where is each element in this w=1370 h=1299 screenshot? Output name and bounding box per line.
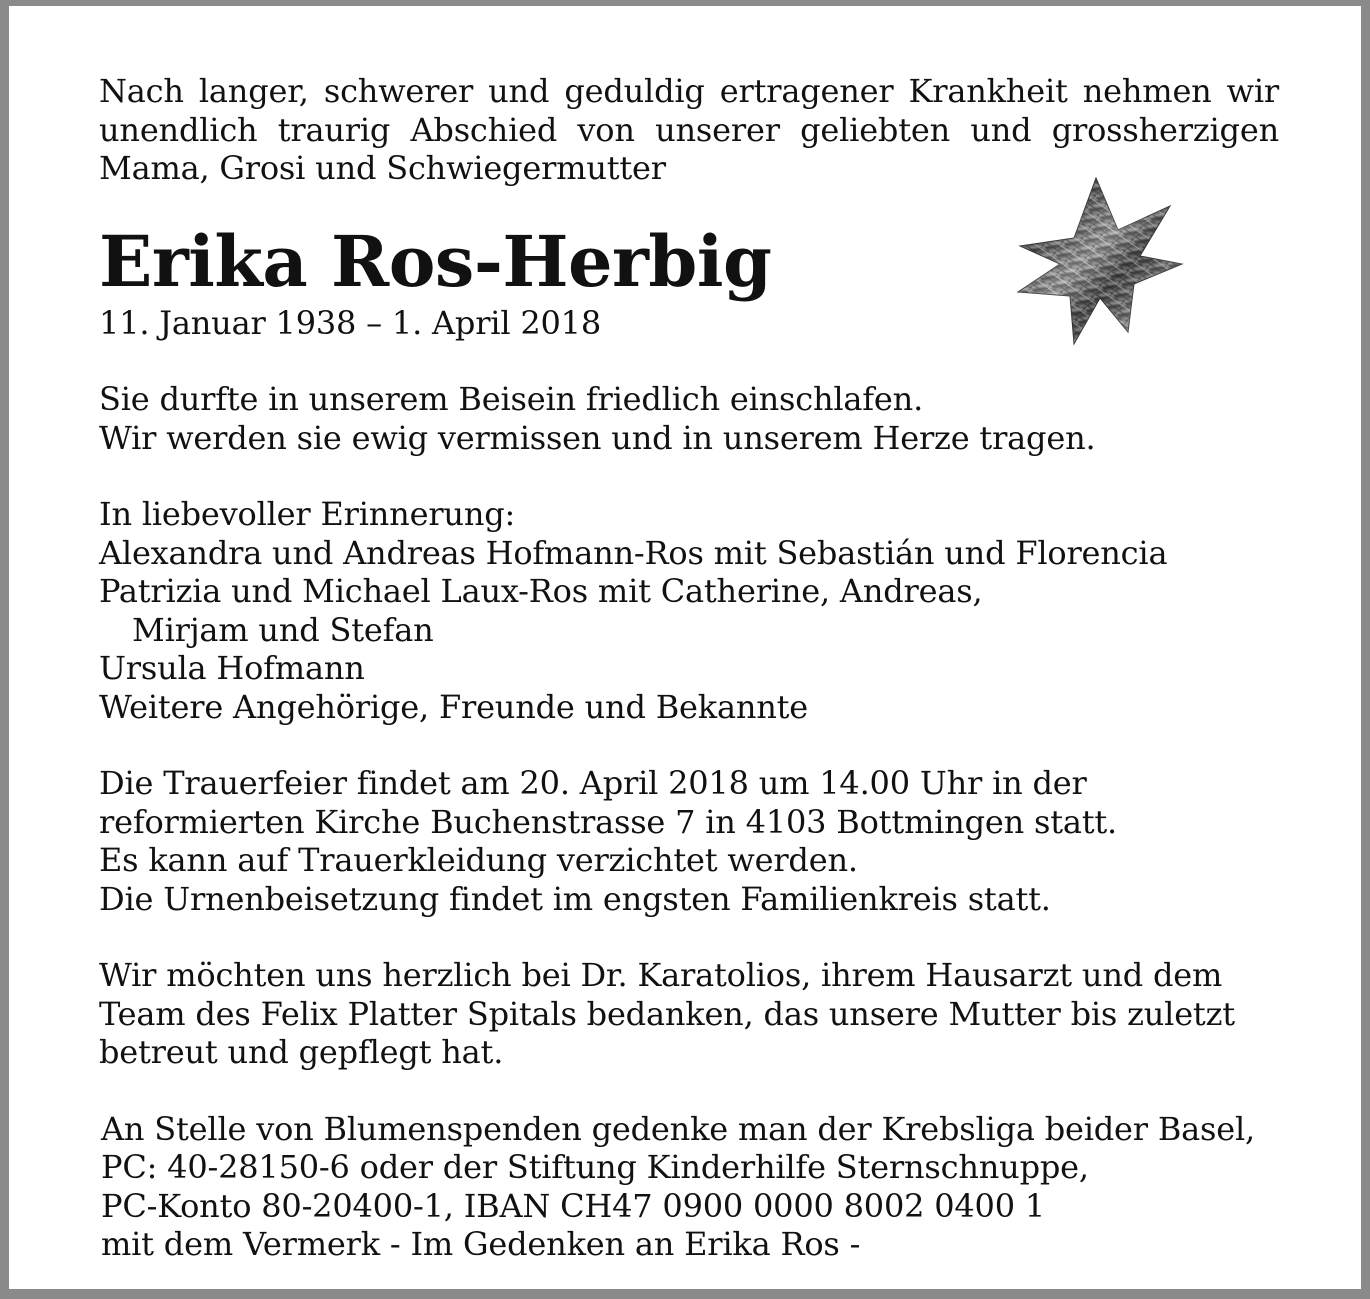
ceremony-line: Es kann auf Trauerkleidung verzichtet werden. — [99, 841, 858, 879]
donation-line: PC: 40-28150-6 oder der Stiftung Kinderhilfe Sternschnuppe, — [101, 1148, 1089, 1186]
thanks-line: Wir möchten uns herzlich bei Dr. Karatolios, ihrem Hausarzt und dem — [99, 956, 1223, 994]
mourner-line: Weitere Angehörige, Freunde und Bekannte — [99, 687, 809, 726]
donation-line: mit dem Vermerk - Im Gedenken an Erika Ros - — [101, 1225, 861, 1263]
mourner-line: Alexandra und Andreas Hofmann-Ros mit Sebastián und Florencia — [99, 533, 1168, 572]
ceremony-paragraph — [99, 764, 1279, 918]
intro-line: Mama, Grosi und Schwiegermutter — [99, 149, 666, 187]
peaceful-paragraph — [99, 380, 1279, 457]
peaceful-line: Sie durfte in unserem Beisein friedlich einschlafen. — [99, 380, 924, 418]
intro-line: Nach langer, schwerer und geduldig ertragener Krankheit nehmen wir — [99, 72, 1279, 110]
donation-paragraph — [101, 1110, 1279, 1264]
ceremony-line: reformierten Kirche Buchenstrasse 7 in 4103 Bottmingen statt. — [99, 802, 1118, 841]
thanks-line: betreut und gepflegt hat. — [99, 1033, 504, 1071]
intro-line: unendlich traurig Abschied von unserer geliebten und grossherzigen — [99, 110, 1279, 149]
deceased-name: Erika Ros-Herbig — [99, 219, 772, 303]
life-dates: 11. Januar 1938 – 1. April 2018 — [99, 303, 601, 342]
ceremony-line: Die Trauerfeier findet am 20. April 2018 um 14.00 Uhr in der — [99, 764, 1087, 802]
thanks-paragraph — [99, 956, 1279, 1072]
peaceful-line: Wir werden sie ewig vermissen und in unserem Herze tragen. — [99, 418, 1096, 457]
mourners-list — [99, 495, 1279, 726]
ceremony-line: Die Urnenbeisetzung findet im engsten Familienkreis statt. — [99, 879, 1051, 918]
donation-line: An Stelle von Blumenspenden gedenke man der Krebsliga beider Basel, — [101, 1109, 1256, 1148]
mourner-line: Mirjam und Stefan — [132, 610, 434, 649]
mourners-heading: In liebevoller Erinnerung: — [99, 495, 516, 533]
intro-paragraph — [99, 72, 1279, 188]
mourner-line: Ursula Hofmann — [99, 649, 365, 687]
thanks-line: Team des Felix Platter Spitals bedanken, das unsere Mutter bis zuletzt — [99, 994, 1235, 1033]
donation-line: PC-Konto 80-20400-1, IBAN CH47 0900 0000 8002 0400 1 — [101, 1186, 1046, 1225]
obituary-text — [99, 72, 1279, 1264]
mourner-line: Patrizia und Michael Laux-Ros mit Catherine, Andreas, — [99, 572, 983, 610]
